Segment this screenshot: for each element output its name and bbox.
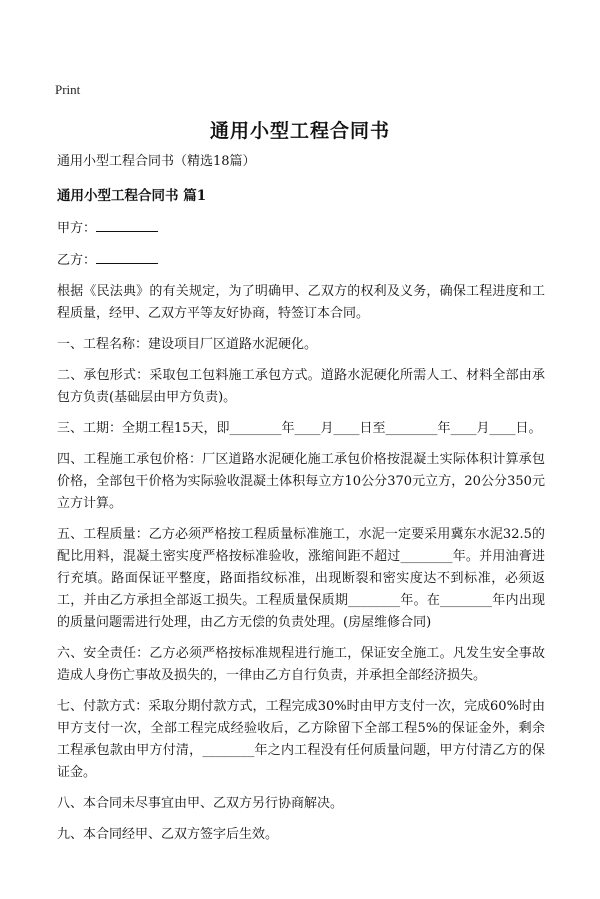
party-b-label: 乙方： (57, 253, 97, 268)
document-title: 通用小型工程合同书 (209, 120, 390, 142)
party-a-line (57, 217, 545, 240)
print-link[interactable]: Print (55, 82, 81, 97)
paragraph-project-name: 一、工程名称：建设项目厂区道路水泥硬化。 (57, 337, 318, 352)
paragraph-effective: 九、本合同经甲、乙双方签字后生效。 (57, 827, 279, 842)
paragraph-quality: 五、工程质量：乙方必须严格按工程质量标准施工，水泥一定要采用冀东水泥32.5的配比用料，混凝土密实度严格按标准验收，涨缩间距不超过________年。并用油膏进行充填。路面保证平整度，路面指纹标准，出现断裂和密实度达不到标准，必须返工，并由乙方承担全部返工损失。工程质量保质期________年。在________年内出现的质量问题需进行处理，由乙方无偿的负责处理。(房屋维修合同) (57, 527, 545, 630)
paragraph-safety: 六、安全责任：乙方必须严格按标准规程进行施工，保证安全施工。凡发生安全事故造成人身伤亡事故及损失的，一律由乙方自行负责，并承担全部经济损失。 (57, 646, 545, 683)
paragraph-contract-form: 二、承包形式：采取包工包料施工承包方式。道路水泥硬化所需人工、材料全部由承包方负责(基础层由甲方负责)。 (57, 368, 545, 405)
section-heading: 通用小型工程合同书 篇1 (57, 188, 207, 204)
document-subtitle: 通用小型工程合同书（精选18篇） (57, 154, 256, 169)
paragraph-intro: 根据《民法典》的有关规定，为了明确甲、乙双方的权利及义务，确保工程进度和工程质量，经甲、乙双方平等友好协商，特签订本合同。 (57, 284, 545, 321)
paragraph-other-matters: 八、本合同未尽事宜由甲、乙双方另行协商解决。 (57, 796, 344, 811)
paragraph-price: 四、工程施工承包价格：厂区道路水泥硬化施工承包价格按混凝土实际体积计算承包价格，全部包干价格为实际验收混凝土体积每立方10公分370元立方，20公分350元立方计算。 (57, 452, 545, 511)
party-a-blank (96, 217, 158, 232)
party-b-blank (96, 249, 158, 264)
party-b-line (57, 249, 545, 272)
document-body (57, 151, 545, 855)
paragraph-payment: 七、付款方式：采取分期付款方式，工程完成30%时由甲方支付一次，完成60%时由甲方支付一次，全部工程完成经验收后，乙方除留下全部工程5%的保证金外，剩余工程承包款由甲方付清，________年之内工程没有任何质量问题，甲方付清乙方的保证金。 (57, 699, 545, 780)
party-a-label: 甲方： (57, 221, 97, 236)
paragraph-schedule: 三、工期：全期工程15天，即________年____月____日至________年____月____日。 (57, 421, 542, 436)
